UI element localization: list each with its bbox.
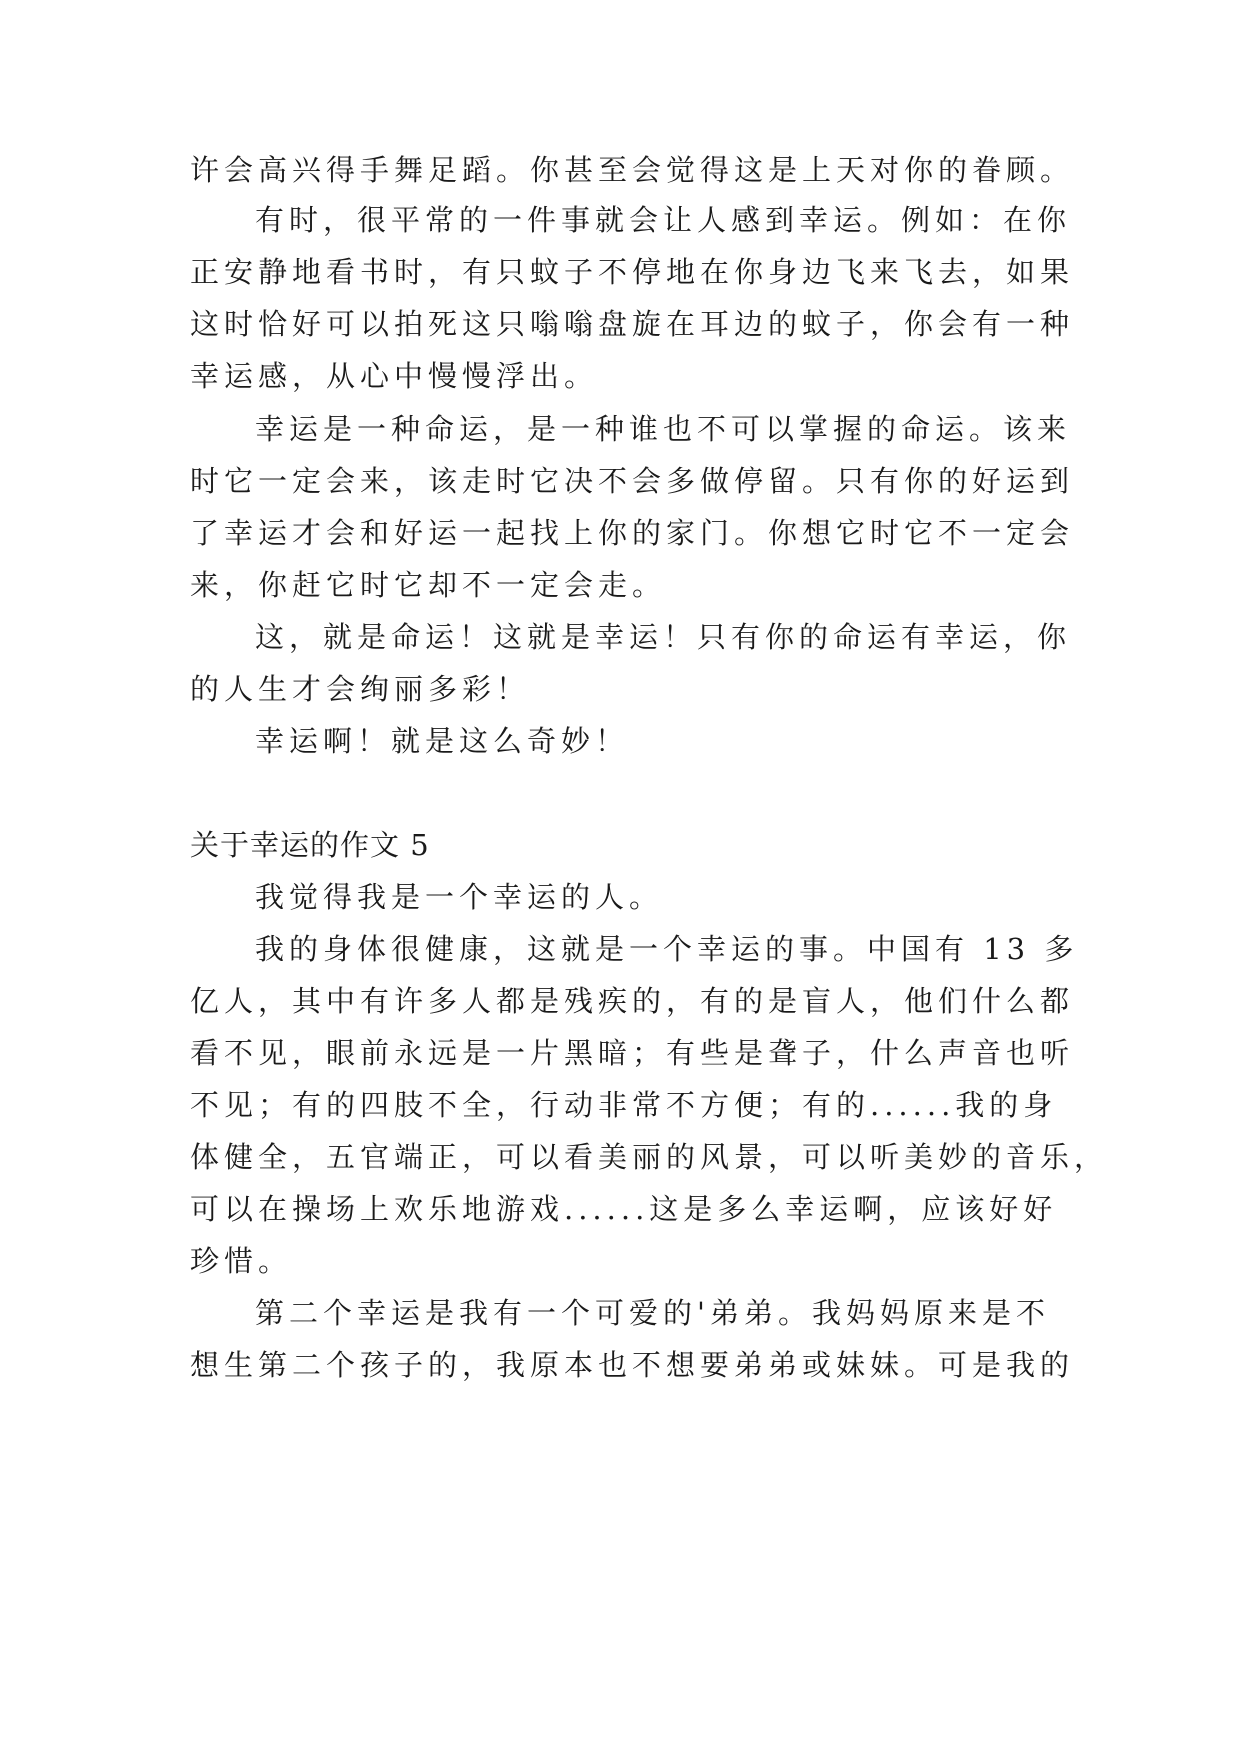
text-line: 体健全，五官端正，可以看美丽的风景，可以听美妙的音乐， (190, 1140, 1109, 1174)
text-line: 时它一定会来，该走时它决不会多做停留。只有你的好运到 (190, 464, 1075, 498)
paragraph-start-line: 我觉得我是一个幸运的人。 (255, 880, 664, 914)
text-line: 这时恰好可以拍死这只嗡嗡盘旋在耳边的蚊子，你会有一种 (190, 307, 1075, 341)
paragraph-start-line: 我的身体很健康，这就是一个幸运的事。中国有 13 多 (255, 932, 1079, 966)
text-line: 看不见，眼前永远是一片黑暗；有些是聋子，什么声音也听 (190, 1036, 1075, 1070)
paragraph-start-line: 幸运是一种命运，是一种谁也不可以掌握的命运。该来 (255, 412, 1072, 446)
section-heading: 关于幸运的作文 5 (190, 828, 430, 862)
text-line: 来，你赶它时它却不一定会走。 (190, 568, 667, 602)
paragraph-start-line: 有时，很平常的一件事就会让人感到幸运。例如：在你 (255, 203, 1072, 237)
text-line: 想生第二个孩子的，我原本也不想要弟弟或妹妹。可是我的 (190, 1348, 1075, 1382)
text-line: 了幸运才会和好运一起找上你的家门。你想它时它不一定会 (190, 516, 1075, 550)
paragraph-start-line: 幸运啊！就是这么奇妙！ (255, 724, 630, 758)
text-line: 不见；有的四肢不全，行动非常不方便；有的......我的身 (190, 1088, 1058, 1122)
text-line: 许会高兴得手舞足蹈。你甚至会觉得这是上天对你的眷顾。 (190, 153, 1075, 187)
text-line: 幸运感，从心中慢慢浮出。 (190, 359, 599, 393)
paragraph-start-line: 这，就是命运！这就是幸运！只有你的命运有幸运，你 (255, 620, 1072, 654)
text-line: 的人生才会绚丽多彩！ (190, 672, 531, 706)
text-line: 可以在操场上欢乐地游戏......这是多么幸运啊，应该好好 (190, 1192, 1058, 1226)
text-line: 亿人，其中有许多人都是残疾的，有的是盲人，他们什么都 (190, 984, 1075, 1018)
text-line: 珍惜。 (190, 1244, 293, 1278)
paragraph-start-line: 第二个幸运是我有一个可爱的'弟弟。我妈妈原来是不 (255, 1296, 1050, 1330)
text-line: 正安静地看书时，有只蚊子不停地在你身边飞来飞去，如果 (190, 255, 1075, 289)
